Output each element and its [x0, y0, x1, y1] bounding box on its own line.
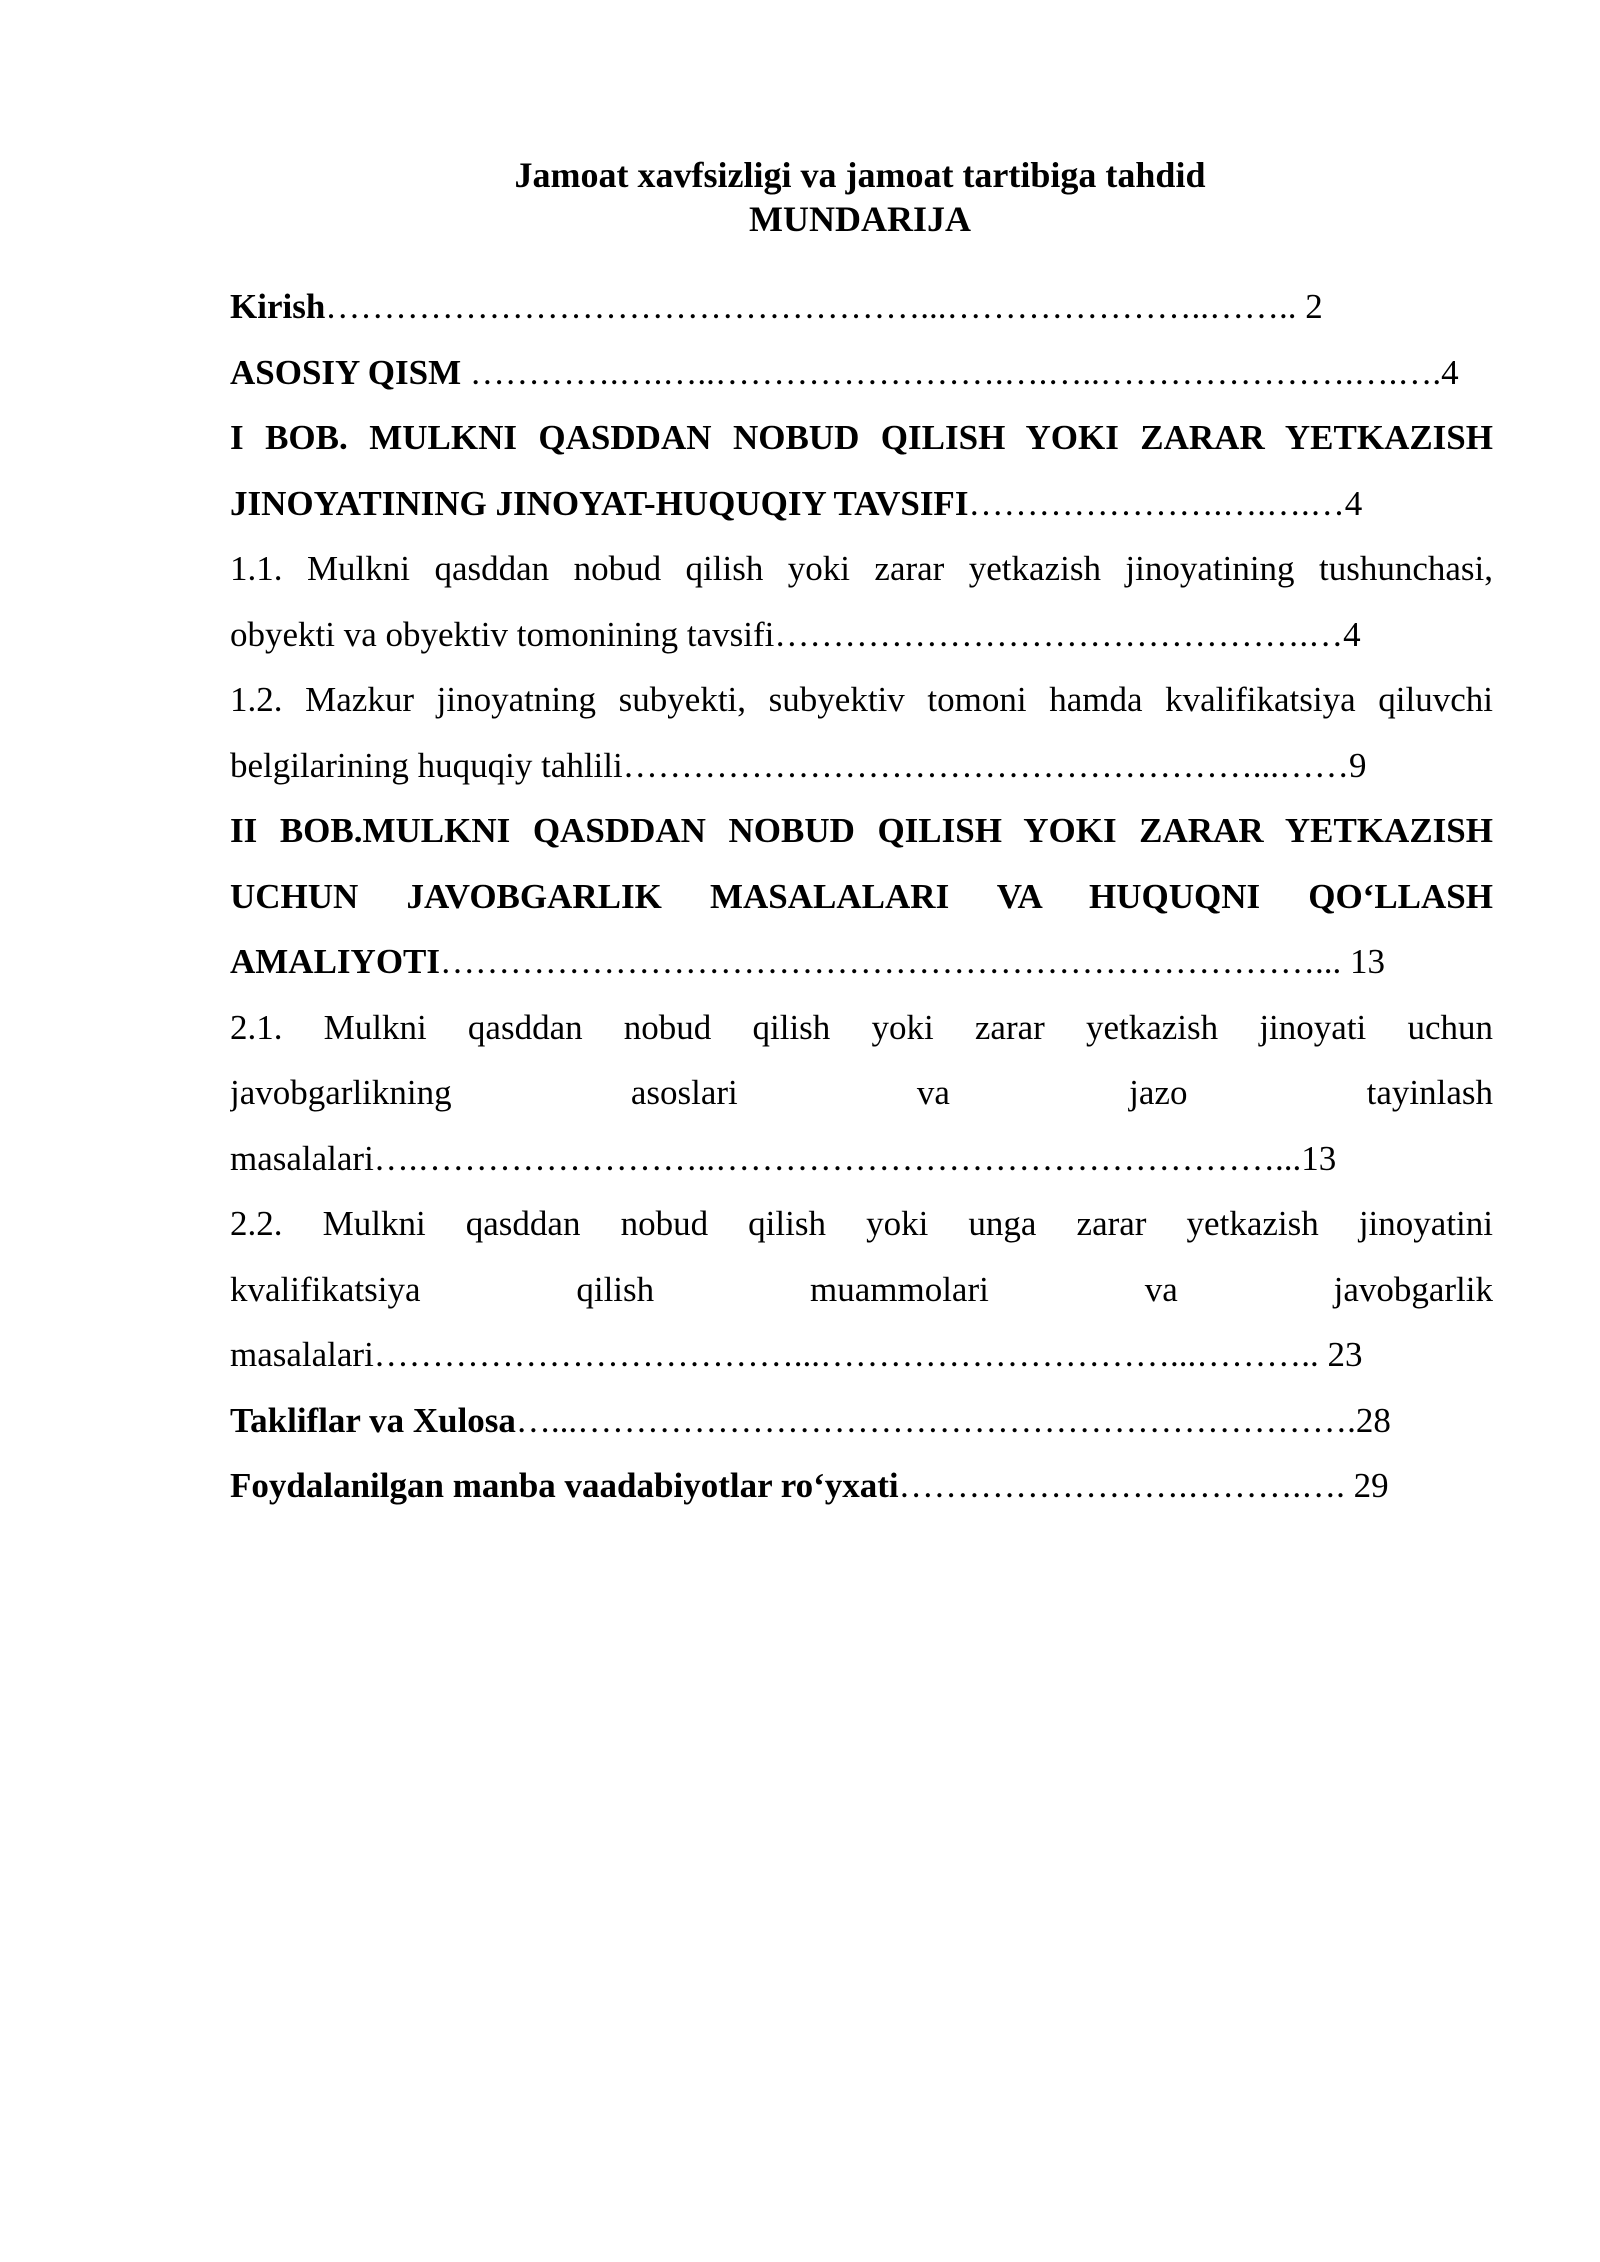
toc-entry-leader: ………………………………………………...……9: [622, 745, 1367, 785]
toc-entry-label: AMALIYOTI: [230, 942, 441, 981]
toc-entry-asosiy-qism: [230, 351, 1493, 417]
toc-entry-takliflar: [230, 1399, 1493, 1465]
toc-entry-bob1-line2: [230, 482, 1493, 548]
toc-entry-label: belgilarining huquqiy tahlili: [230, 745, 623, 785]
toc-entry-s22-line3: masalalari………………………………...…………………………...……….. 23: [230, 1335, 1363, 1374]
toc-entry-label: JINOYATINING JINOYAT-HUQUQIY TAVSIFI: [230, 483, 969, 523]
toc-entry-bob1-line1: I BOB. MULKNI QASDDAN NOBUD QILISH YOKI ZARAR YETKAZISH: [230, 418, 1493, 457]
toc-entry-s12-line2: [230, 744, 1493, 810]
toc-entry-leader: ………….….…..…………………….….…..………………….….….4: [461, 352, 1459, 392]
toc-entry-leader: …...………………………………………………………….28: [515, 1400, 1391, 1440]
toc-entry-s21-line2: javobgarlikning asoslari va jazo tayinlash: [230, 1073, 1493, 1112]
toc-entry-label: ASOSIY QISM: [230, 352, 462, 392]
toc-entry-label: obyekti va obyektiv tomonining tavsifi: [230, 614, 775, 654]
toc-entry-s21-line1: 2.1. Mulkni qasddan nobud qilish yoki zarar yetkazish jinoyati uchun: [230, 1007, 1493, 1047]
toc-entry-leader: ………………….….….…4: [968, 483, 1363, 523]
toc-entry-leader: …………………….……….…. 29: [898, 1466, 1389, 1505]
toc-entry-bob2-line3: [230, 940, 1493, 1006]
toc-entry-leader: …………………………………………………………………... 13: [440, 942, 1386, 981]
toc-entry-s12-line1: 1.2. Mazkur jinoyatning subyekti, subyektiv tomoni hamda kvalifikatsiya qiluvchi: [230, 680, 1493, 719]
toc-entry-leader: ……………………………………………...…………………..…….. 2: [325, 287, 1323, 326]
toc-entry-bob2-line1: II BOB.MULKNI QASDDAN NOBUD QILISH YOKI ZARAR YETKAZISH: [230, 811, 1493, 850]
toc-entry-label: Kirish: [230, 287, 326, 326]
toc-entry-kirish: [230, 285, 1493, 351]
toc-entry-s22-line2: kvalifikatsiya qilish muammolari va javobgarlik: [230, 1269, 1493, 1309]
toc-entry-s11-line2: [230, 613, 1493, 679]
toc-entry-label: Foydalanilgan manba vaadabiyotlar ro‘yxati: [230, 1466, 899, 1505]
toc-entry-bob2-line2: UCHUN JAVOBGARLIK MASALALARI VA HUQUQNI QO‘LLASH: [230, 876, 1493, 916]
table-of-contents: [230, 285, 1493, 1530]
toc-entry-leader: ……………………………………….…4: [774, 614, 1361, 654]
toc-entry-s21-line3: masalalari….……………………..…………………………………………...13: [230, 1138, 1337, 1178]
toc-entry-s22-line1: 2.2. Mulkni qasddan nobud qilish yoki unga zarar yetkazish jinoyatini: [230, 1204, 1493, 1243]
toc-entry-s11-line1: 1.1. Mulkni qasddan nobud qilish yoki zarar yetkazish jinoyatining tushunchasi,: [230, 549, 1493, 588]
toc-entry-foydalanilgan: [230, 1464, 1493, 1530]
document-title: Jamoat xavfsizligi va jamoat tartibiga tahdid: [514, 155, 1206, 195]
toc-entry-label: Takliflar va Xulosa: [230, 1400, 516, 1440]
toc-heading: MUNDARIJA: [749, 199, 971, 239]
